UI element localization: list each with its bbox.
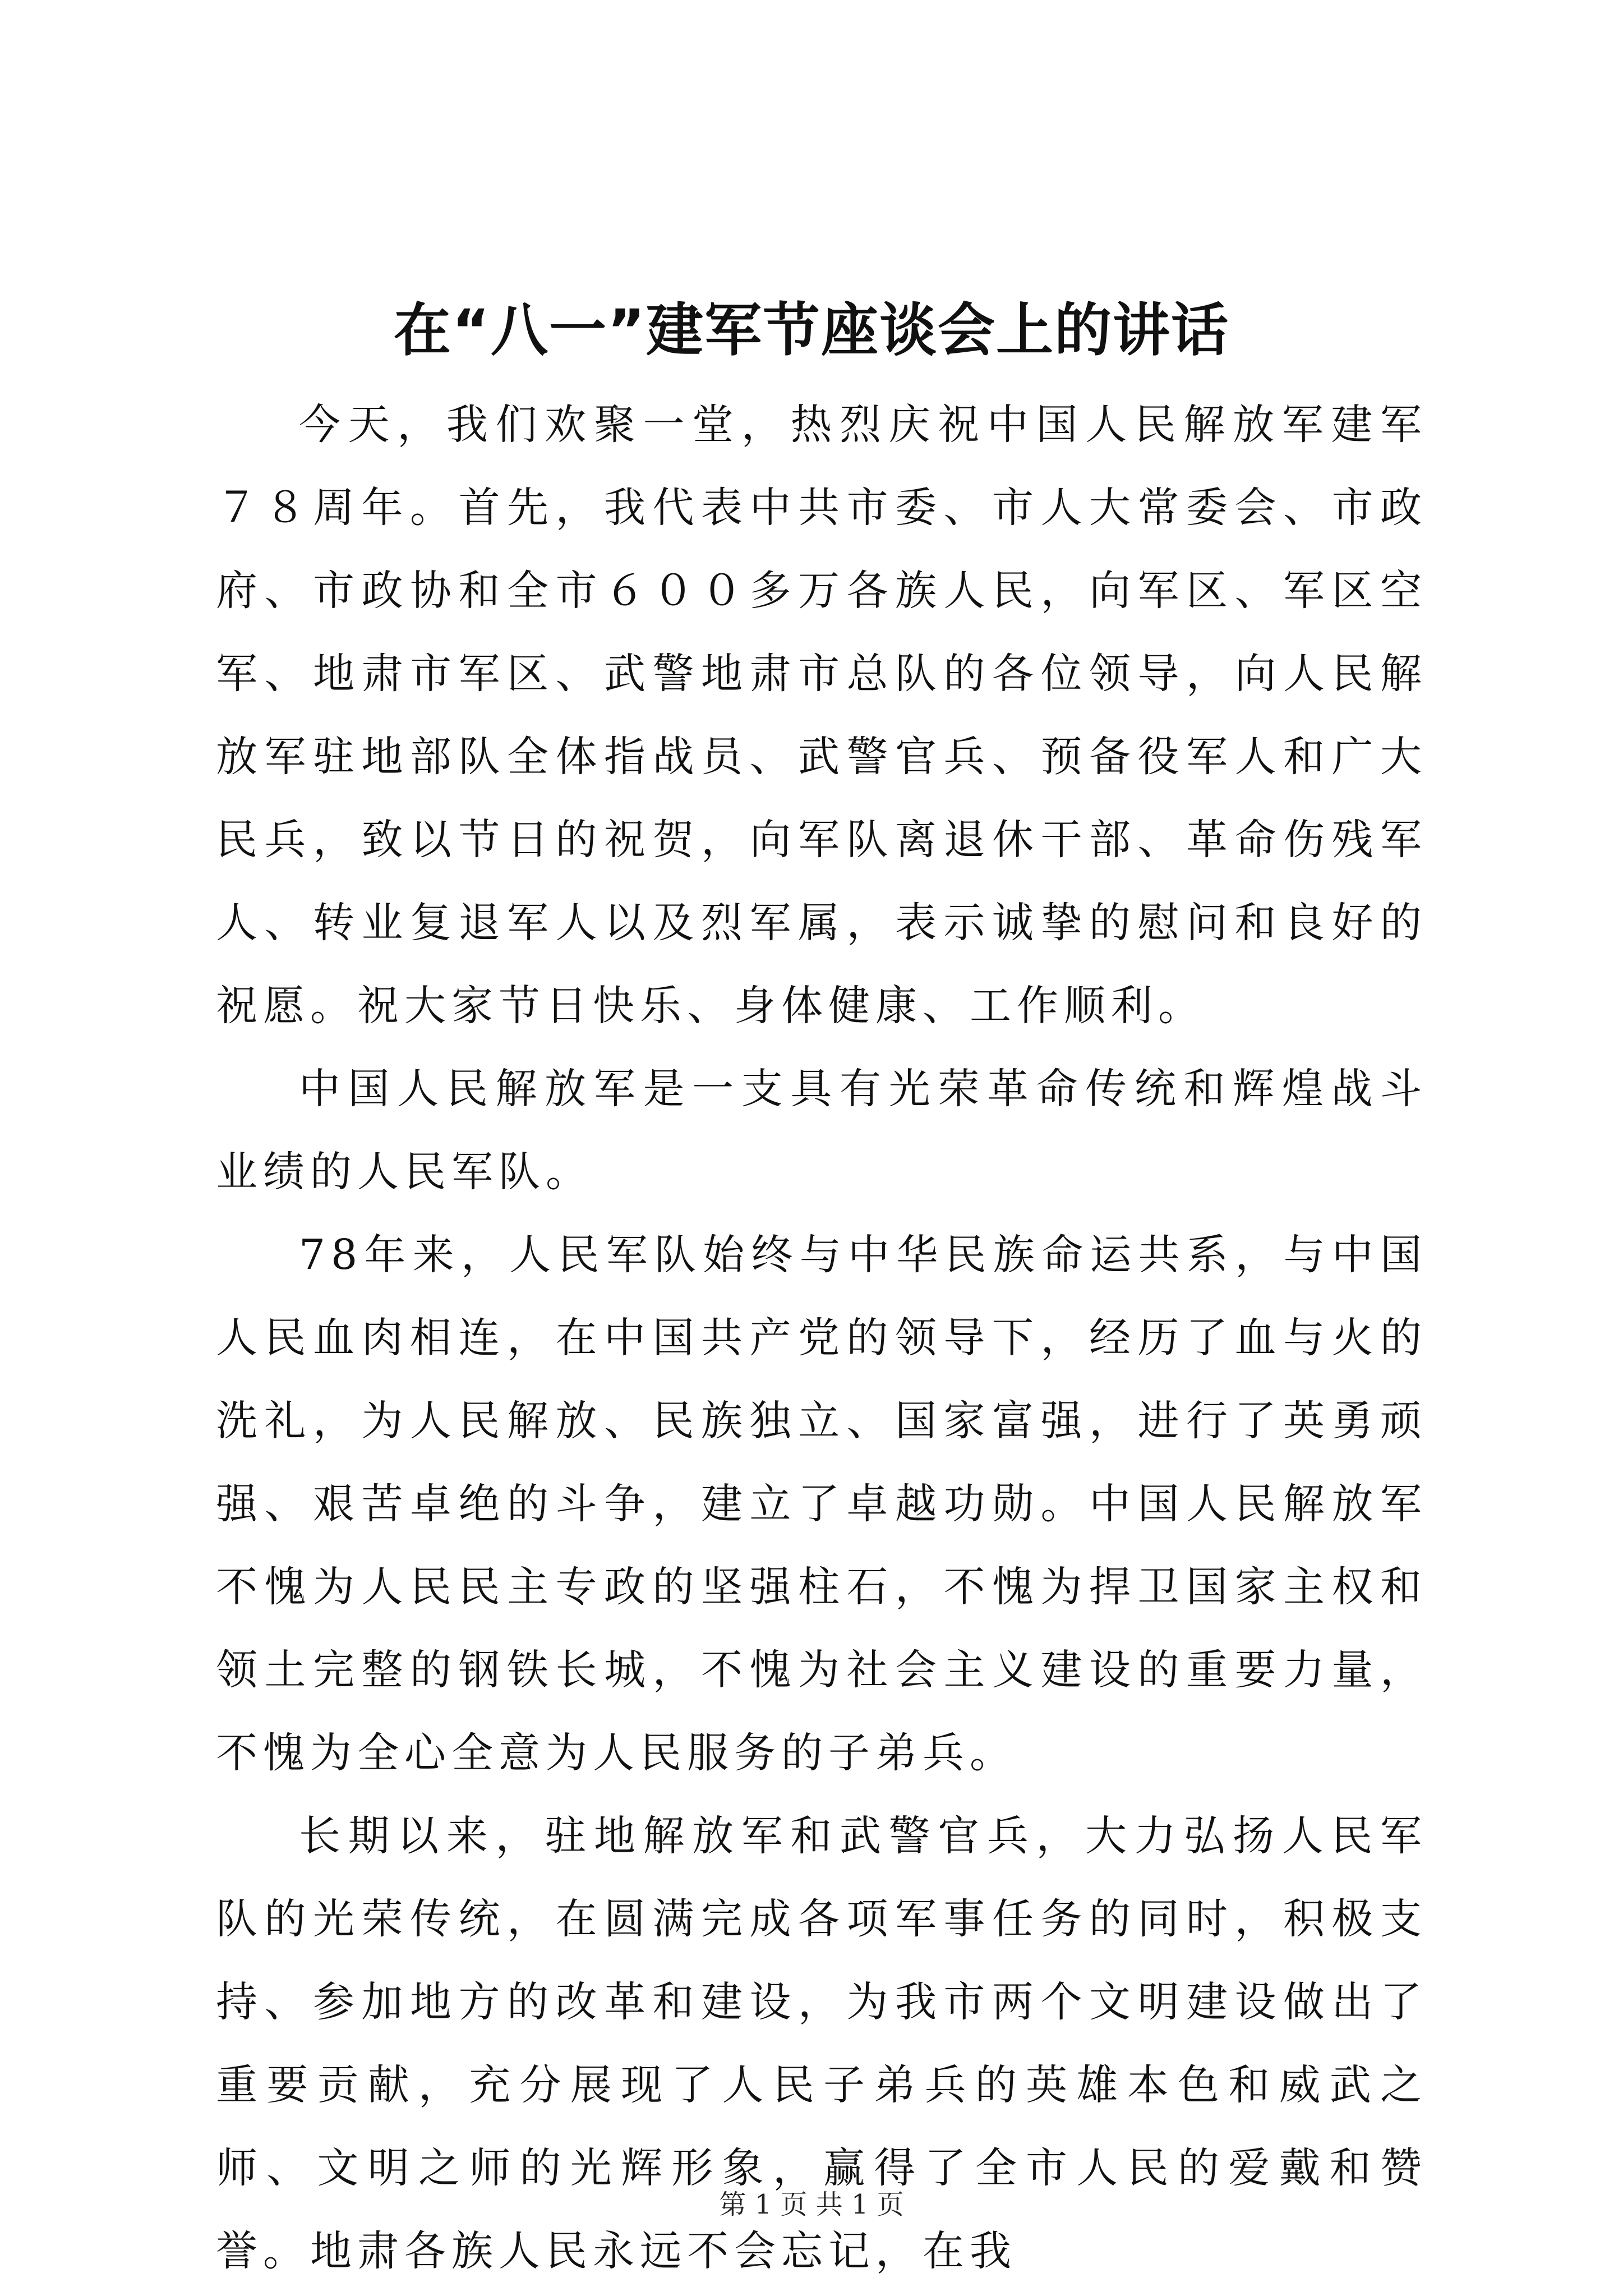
document-title: 在“八一”建军节座谈会上的讲话 — [393, 297, 1230, 364]
paragraph-history: 78年来，人民军队始终与中华民族命运共系，与中国人民血肉相连，在中国共产党的领导下，经历了血与火的洗礼，为人民解放、民族独立、国家富强，进行了英勇顽强、艰苦卓绝的斗争，建立了卓越功勋。中国人民解放军不愧为人民民主专政的坚强柱石，不愧为捍卫国家主权和领土完整的钢铁长城，不愧为社会主义建设的重要力量，不愧为全心全意为人民服务的子弟兵。 — [216, 1231, 1427, 1777]
paragraph-contribution: 长期以来，驻地解放军和武警官兵，大力弘扬人民军队的光荣传统，在圆满完成各项军事任务的同时，积极支持、参加地方的改革和建设，为我市两个文明建设做出了重要贡献，充分展现了人民子弟兵的英雄本色和威武之师、文明之师的光辉形象，赢得了全市人民的爱戴和赞誉。地肃各族人民永远不会忘记，在我 — [216, 1812, 1427, 2275]
page-number-footer: 第 1 页 共 1 页 — [719, 2189, 904, 2220]
document-body — [216, 383, 1427, 2293]
paragraph-army-intro: 中国人民解放军是一支具有光荣革命传统和辉煌战斗业绩的人民军队。 — [216, 1065, 1427, 1196]
paragraph-greeting: 今天，我们欢聚一堂，热烈庆祝中国人民解放军建军７８周年。首先，我代表中共市委、市人大常委会、市政府、市政协和全市６００多万各族人民，向军区、军区空军、地肃市军区、武警地肃市总队的各位领导，向人民解放军驻地部队全体指战员、武警官兵、预备役军人和广大民兵，致以节日的祝贺，向军队离退休干部、革命伤残军人、转业复退军人以及烈军属，表示诚挚的慰问和良好的祝愿。祝大家节日快乐、身体健康、工作顺利。 — [216, 401, 1427, 1030]
